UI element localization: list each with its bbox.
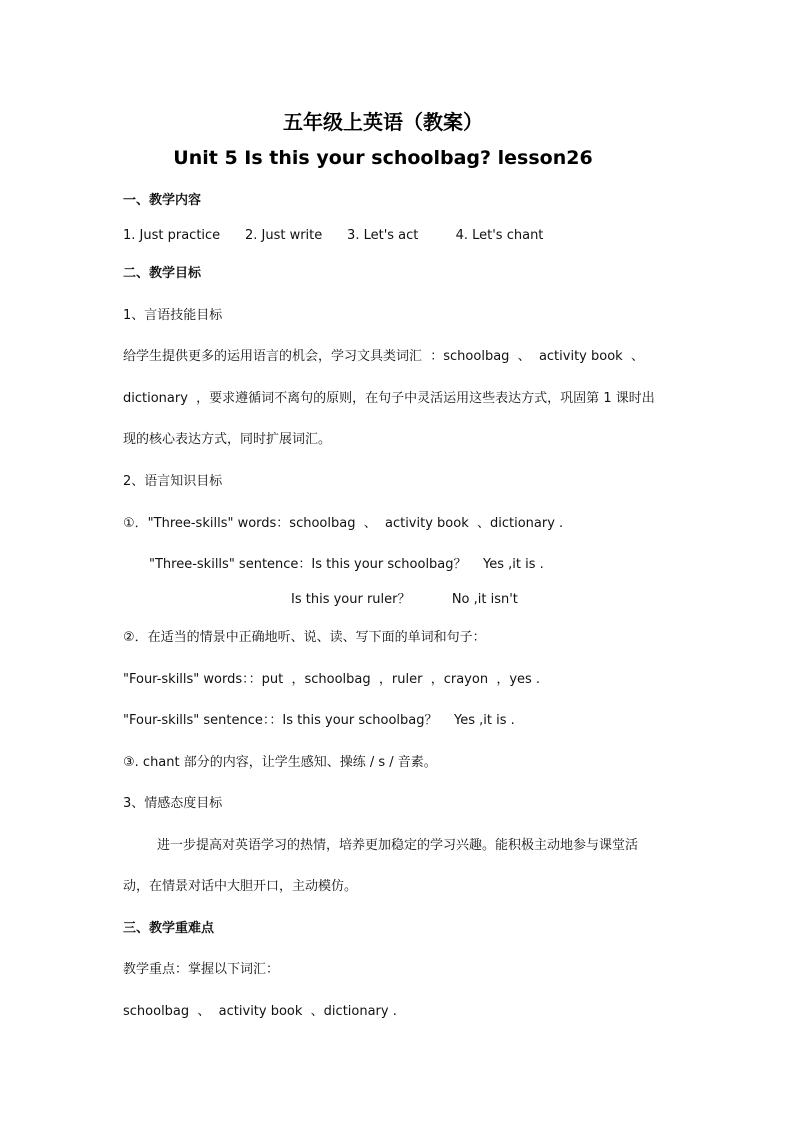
- subheading-language-knowledge: 2、语言知识目标: [123, 474, 223, 489]
- knowledge-item-1-sentence: "Three-skills" sentence：Is this your schoolbag？ Yes ,it is .: [149, 557, 544, 572]
- section-heading-key-points: 三、教学重难点: [123, 921, 215, 936]
- paragraph-emotional-line-1: 进一步提高对英语学习的热情，培养更加稳定的学习兴趣。能积极主动地参与课堂活: [157, 838, 639, 853]
- key-points-words: schoolbag 、 activity book 、dictionary .: [123, 1004, 397, 1019]
- subheading-language-skills: 1、言语技能目标: [123, 308, 223, 323]
- knowledge-item-1-sentence-2: Is this your ruler？ No ,it isn't: [291, 592, 518, 607]
- key-points-label: 教学重点：掌握以下词汇：: [123, 962, 280, 977]
- knowledge-item-3-chant: ③. chant 部分的内容，让学生感知、操练 / s / 音素。: [123, 755, 437, 770]
- knowledge-item-1-words: ①．"Three-skills" words：schoolbag 、 activity book 、dictionary .: [123, 516, 564, 531]
- document-title: 五年级上英语（教案）: [283, 110, 483, 134]
- subheading-emotional-attitude: 3、情感态度目标: [123, 796, 223, 811]
- teaching-content-list: 1. Just practice 2. Just write 3. Let's act 4. Let's chant: [123, 228, 544, 243]
- section-heading-teaching-content: 一、教学内容: [123, 193, 202, 208]
- paragraph-language-skills-line-2: dictionary ，要求遵循词不离句的原则，在句子中灵活运用这些表达方式，巩固第 1 课时出: [123, 391, 655, 406]
- paragraph-emotional-line-2: 动，在情景对话中大胆开口，主动模仿。: [123, 879, 358, 894]
- knowledge-item-2-intro: ②．在适当的情景中正确地听、说、读、写下面的单词和句子：: [123, 630, 486, 645]
- paragraph-language-skills-line-3: 现的核心表达方式，同时扩展词汇。: [123, 432, 332, 447]
- document-subtitle: Unit 5 Is this your schoolbag? lesson26: [173, 147, 593, 169]
- paragraph-language-skills-line-1: 给学生提供更多的运用语言的机会，学习文具类词汇 ：schoolbag 、 activity book 、: [123, 349, 644, 364]
- section-heading-teaching-goals: 二、教学目标: [123, 266, 202, 281]
- knowledge-item-2-words: "Four-skills" words：：put ，schoolbag ，ruler ，crayon ，yes .: [123, 672, 541, 687]
- knowledge-item-2-sentence: "Four-skills" sentence：：Is this your schoolbag？ Yes ,it is .: [123, 713, 515, 728]
